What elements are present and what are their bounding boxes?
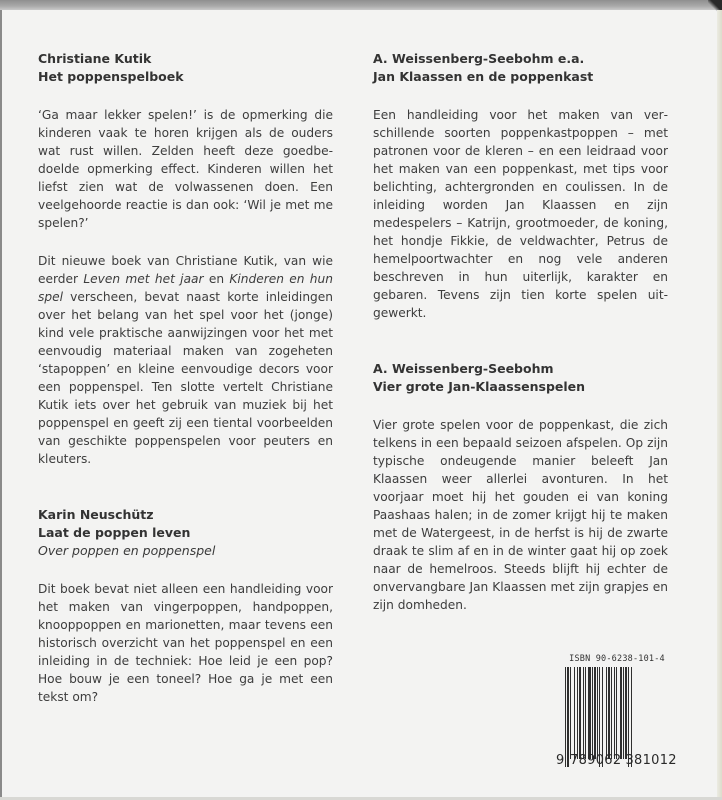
page-right-edge <box>717 10 722 800</box>
barcode-bars <box>565 667 668 767</box>
page-top-edge <box>0 0 722 10</box>
book-description: Een handleiding voor het maken van verschillende soorten poppenkastpoppen – met patronen voor de kleren – en een leidraad voor het maken van een poppenkast, met tips voor belichting, achtergronden en coulissen. In de inleiding worden Jan Klaassen en zijn medespelers – Katrijn, grootmoeder, de koning, het hondje Fikkie, de veldwachter, Petrus de hemelpoortwachter en nog vele anderen beschreven in hun uiterlijk, karakter en gebaren. Tevens zijn tien korte spelen uitgewerkt. <box>373 108 668 320</box>
left-column <box>38 50 333 706</box>
book-author: A. Weissenberg-Seebohm e.a. <box>373 51 585 66</box>
isbn-barcode <box>556 654 677 768</box>
book-author: A. Weissenberg-Seebohm <box>373 361 554 376</box>
italic-book-title: Leven met het jaar <box>83 272 204 286</box>
book-entry-poppenspelboek <box>38 50 333 468</box>
book-description: ‘Ga maar lekker spelen!’ is de opmerking die kinderen vaak te horen krijgen als de ouders wat rust willen. Zelden heeft deze goedbedoelde opmerking effect. Kinderen willen het liefst zien wat de volwassenen doen. Een veelgehoorde reactie is dan ook: ‘Wil je met me spelen?’ <box>38 108 333 230</box>
isbn-label: ISBN 90-6238-101-4 <box>569 654 665 664</box>
book-entry-laat-de-poppen-leven <box>38 506 333 706</box>
book-description: Vier grote spelen voor de poppenkast, die zich telkens in een bepaald seizoen afspelen. Op zijn typische ondeugende manier beleeft Jan Klaassen weer allerlei avonturen. In het voorjaar moet hij het gouden ei van koning Paashaas halen; in de zomer krijgt hij te maken met de Watergeest, in de herfst is hij de zwarte draak te slim af en in de winter gaat hij op zoek naar de hemelroos. Steeds blijft hij echter de onvervangbare Jan Klaassen met zijn grapjes en zijn domheden. <box>373 418 668 612</box>
book-title: Het poppenspelboek <box>38 69 184 84</box>
page-left-edge <box>0 10 2 800</box>
book-author: Karin Neuschütz <box>38 507 154 522</box>
right-column <box>373 50 668 614</box>
book-title: Laat de poppen leven <box>38 525 191 540</box>
book-author: Christiane Kutik <box>38 51 152 66</box>
book-title: Jan Klaassen en de poppenkast <box>373 69 594 84</box>
book-description: Dit nieuwe boek van Christiane Kutik, van wie eerder Leven met het jaar en Kinderen en hun spel verscheen, bevat naast korte inleidingen over het belang van het spel voor het (jonge) kind vele praktische aanwijzingen voor het met eenvoudig materiaal maken van zogeheten ‘stapoppen’ en kleine eenvoudige decors voor een poppenspel. Ten slotte vertelt Christiane Kutik iets over het gebruik van muziek bij het poppenspel en geeft zij een tiental voorbeelden van geschikte poppenspelen voor peuters en kleuters. <box>38 254 333 466</box>
book-title: Vier grote Jan-Klaassenspelen <box>373 379 586 394</box>
book-entry-jan-klaassen-poppenkast <box>373 50 668 322</box>
ean-digits: 9 789062 381012 <box>556 753 677 768</box>
book-subtitle: Over poppen en poppenspel <box>38 543 216 558</box>
book-entry-vier-grote-spelen <box>373 360 668 614</box>
italic-book-title: Kinderen en hun spel <box>38 272 333 304</box>
book-description: Dit boek bevat niet alleen een handleiding voor het maken van vingerpoppen, handpoppen, knooppoppen en marionetten, maar tevens een historisch overzicht van het poppenspel en een inleiding in de techniek: Hoe leid je een pop? Hoe bouw je een toneel? Hoe ga je met een tekst om? <box>38 582 333 704</box>
